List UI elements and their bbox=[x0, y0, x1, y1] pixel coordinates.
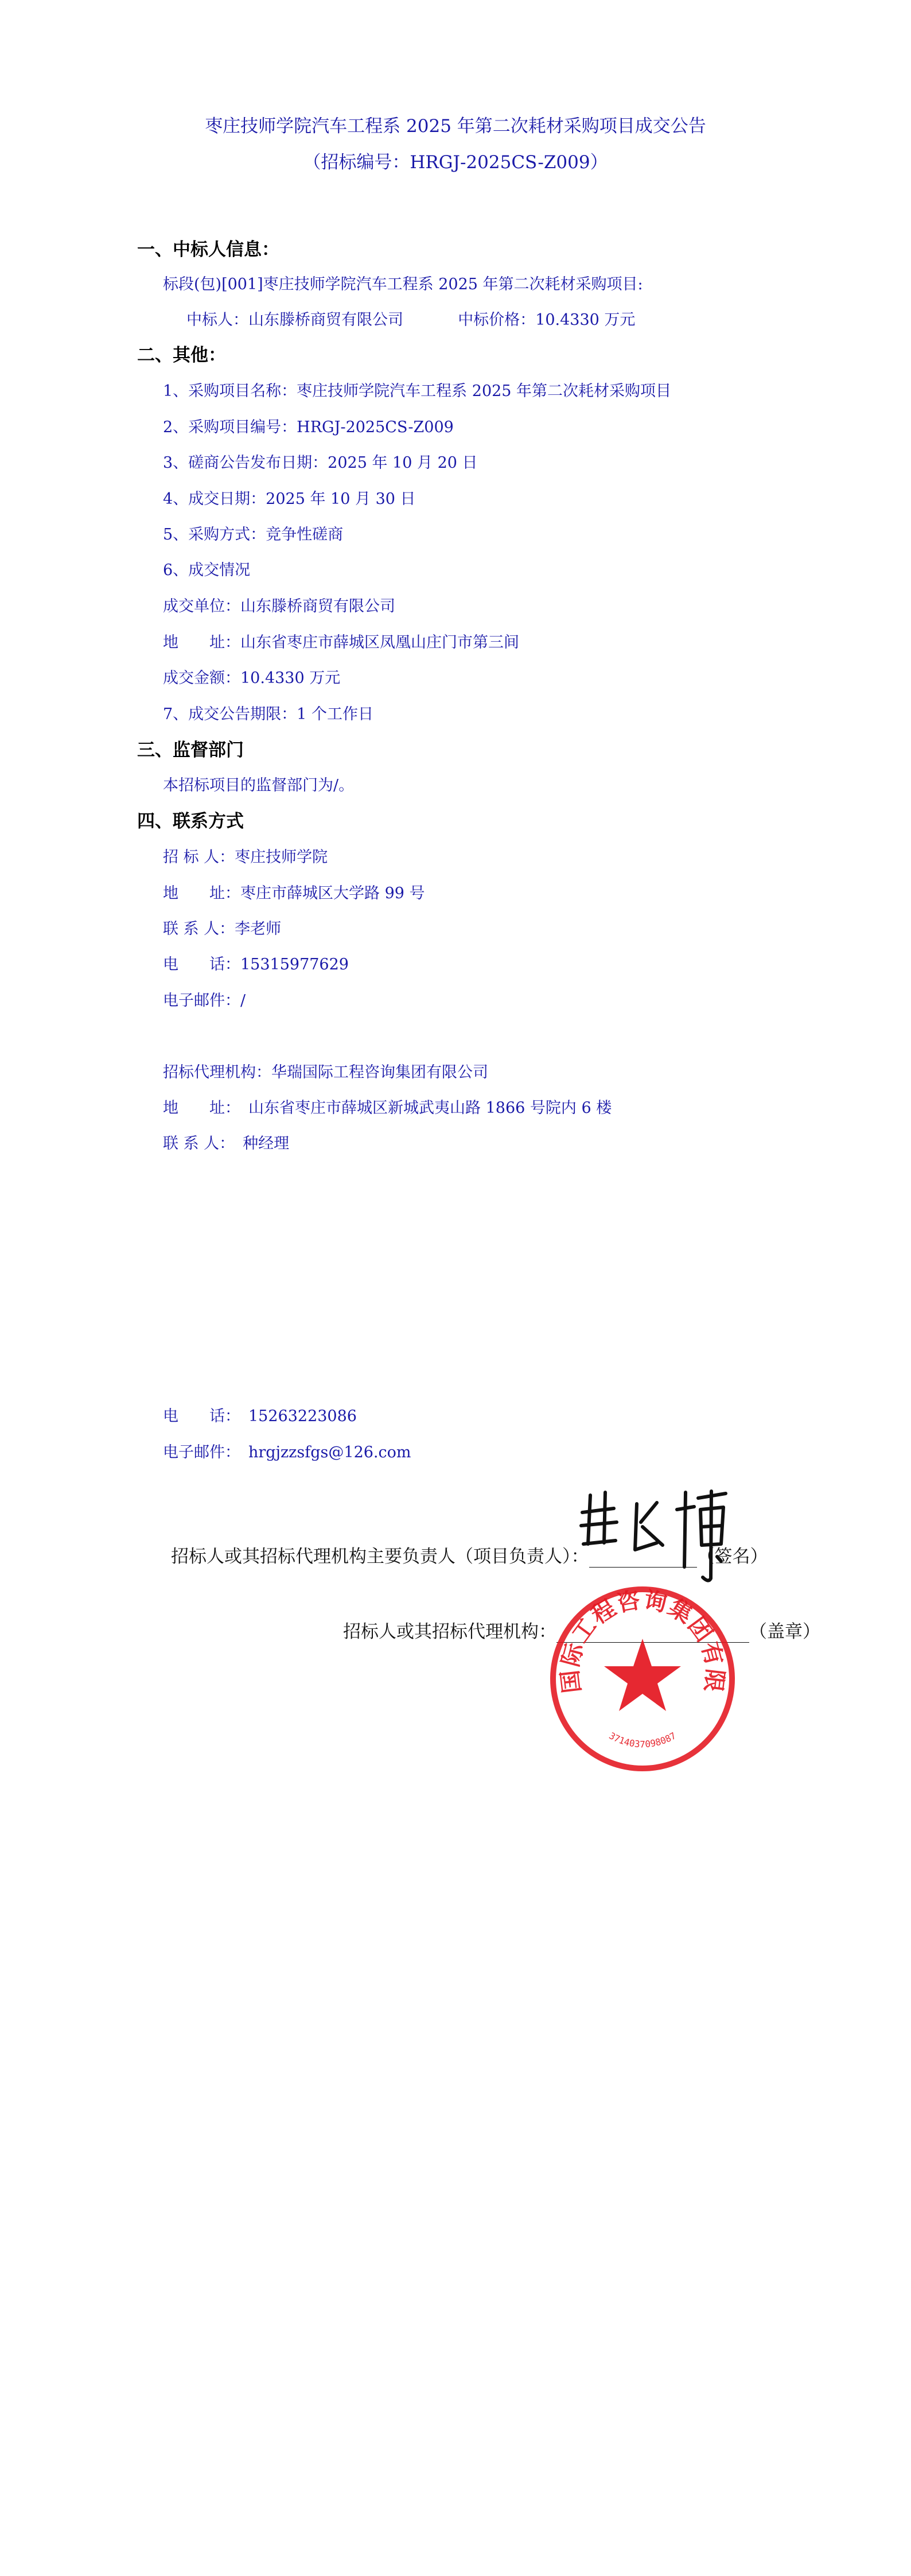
agency-contact-value: hrgjzzsfgs@126.com bbox=[248, 1444, 411, 1461]
winner-name: 山东滕桥商贸有限公司 bbox=[248, 311, 403, 329]
agency-label: 地 址： bbox=[163, 1099, 240, 1117]
contact-value: 枣庄市薛城区大学路 99 号 bbox=[240, 884, 425, 902]
winning-price: 10.4330 万元 bbox=[535, 311, 636, 329]
other-item: 3、磋商公告发布日期：2025 年 10 月 20 日 bbox=[163, 454, 478, 472]
other-item: 地 址：山东省枣庄市薛城区凤凰山庄门市第三间 bbox=[163, 634, 519, 651]
agency-label: 招标代理机构： bbox=[163, 1064, 271, 1081]
section-1-heading: 一、中标人信息： bbox=[137, 239, 279, 260]
agency-contact-value: 15263223086 bbox=[248, 1407, 357, 1425]
company-seal-stamp bbox=[536, 1563, 737, 1774]
other-item: 5、采购方式：竞争性磋商 bbox=[163, 526, 344, 544]
handwritten-signature bbox=[571, 1481, 743, 1584]
section-2-heading: 二、其他： bbox=[137, 345, 226, 366]
agency-seal-label: 招标人或其招标代理机构： bbox=[343, 1621, 556, 1642]
agency-value: 华瑞国际工程咨询集团有限公司 bbox=[271, 1064, 488, 1081]
contact-label: 地 址： bbox=[163, 884, 240, 902]
winner-label: 中标人： bbox=[186, 311, 248, 329]
agency-contact-row bbox=[163, 1443, 411, 1462]
agency-value: 山东省枣庄市薛城区新城武夷山路 1866 号院内 6 楼 bbox=[248, 1099, 612, 1117]
contact-value: 15315977629 bbox=[240, 956, 349, 973]
contact-value: / bbox=[240, 992, 246, 1010]
agency-seal-suffix: （盖章） bbox=[749, 1621, 820, 1642]
agency-label: 联 系 人： bbox=[163, 1135, 235, 1153]
contact-label: 电子邮件： bbox=[163, 992, 240, 1010]
supervision-text: 本招标项目的监督部门为/。 bbox=[163, 777, 355, 794]
other-item: 6、成交情况 bbox=[163, 561, 251, 579]
other-item: 2、采购项目编号：HRGJ-2025CS-Z009 bbox=[163, 418, 454, 436]
section-4-heading: 四、联系方式 bbox=[137, 811, 244, 832]
agency-contact-label: 电 话： bbox=[163, 1407, 240, 1425]
contact-label: 联 系 人： bbox=[163, 920, 235, 938]
agency-contact-label: 电子邮件： bbox=[163, 1444, 240, 1461]
contact-row bbox=[163, 955, 349, 975]
stamp-code: 3714037098087 bbox=[607, 1730, 678, 1750]
other-item: 1、采购项目名称：枣庄技师学院汽车工程系 2025 年第二次耗材采购项目 bbox=[163, 382, 672, 400]
svg-text:3714037098087 bbox=[607, 1730, 678, 1749]
price-label: 中标价格： bbox=[458, 311, 536, 329]
principal-label: 招标人或其招标代理机构主要负责人（项目负责人）： bbox=[171, 1546, 589, 1567]
principal-suffix: （签名） bbox=[696, 1546, 768, 1567]
agency-contact-row bbox=[163, 1407, 357, 1426]
document-title: 枣庄技师学院汽车工程系 2025 年第二次耗材采购项目成交公告 bbox=[205, 116, 706, 137]
winner-row bbox=[186, 311, 635, 330]
contact-row bbox=[163, 920, 281, 939]
agency-row bbox=[163, 1134, 289, 1154]
lot-description: 标段(包)[001]枣庄技师学院汽车工程系 2025 年第二次耗材采购项目: bbox=[163, 276, 643, 293]
other-item: 4、成交日期：2025 年 10 月 30 日 bbox=[163, 490, 416, 508]
contact-label: 电 话： bbox=[163, 956, 240, 973]
other-item: 7、成交公告期限：1 个工作日 bbox=[163, 705, 373, 723]
contact-row bbox=[163, 848, 328, 867]
contact-value: 枣庄技师学院 bbox=[235, 848, 328, 866]
agency-row bbox=[163, 1063, 488, 1083]
agency-value: 种经理 bbox=[243, 1135, 290, 1153]
contact-label: 招 标 人： bbox=[163, 848, 235, 866]
contact-row bbox=[163, 884, 425, 903]
contact-value: 李老师 bbox=[235, 920, 282, 938]
contact-row bbox=[163, 991, 246, 1011]
section-3-heading: 三、监督部门 bbox=[137, 740, 244, 761]
agency-row bbox=[163, 1099, 612, 1118]
other-item: 成交单位：山东滕桥商贸有限公司 bbox=[163, 598, 395, 615]
stamp-text: 华瑞国际工程咨询集团有限公司 bbox=[536, 1563, 729, 1695]
other-item: 成交金额：10.4330 万元 bbox=[163, 669, 341, 687]
bid-number: （招标编号：HRGJ-2025CS-Z009） bbox=[303, 152, 608, 173]
